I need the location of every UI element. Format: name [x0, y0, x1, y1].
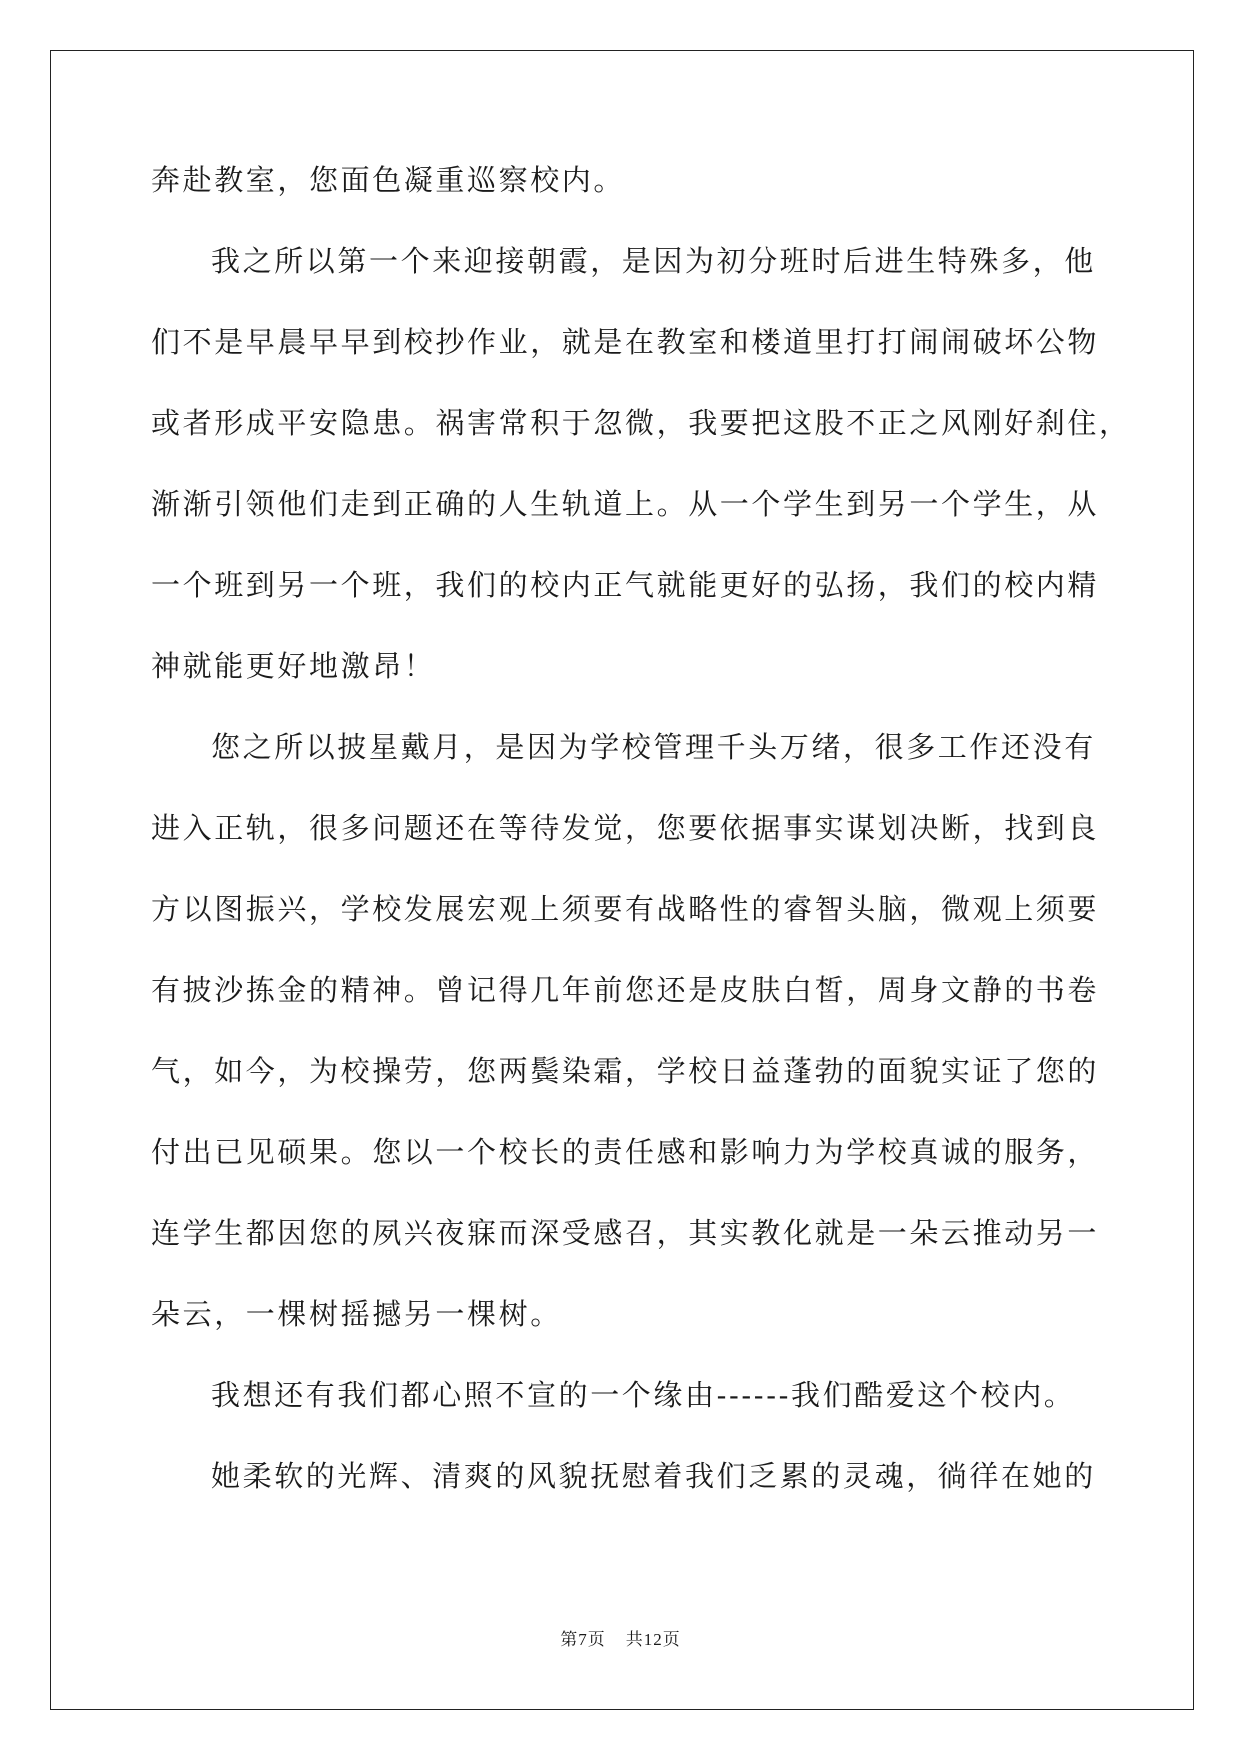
text-line: 她柔软的光辉、清爽的风貌抚慰着我们乏累的灵魂，徜徉在她的 — [211, 1459, 1096, 1493]
page-number: 第7页 — [560, 1630, 606, 1649]
text-line: 我之所以第一个来迎接朝霞，是因为初分班时后进生特殊多，他 — [211, 244, 1096, 278]
text-line: 有披沙拣金的精神。曾记得几年前您还是皮肤白皙，周身文静的书卷 — [151, 973, 1100, 1007]
text-line: 们不是早晨早早到校抄作业，就是在教室和楼道里打打闹闹破坏公物 — [151, 325, 1100, 359]
text-line: 气，如今，为校操劳，您两鬓染霜，学校日益蓬勃的面貌实证了您的 — [151, 1054, 1100, 1088]
text-line: 您之所以披星戴月，是因为学校管理千头万绪，很多工作还没有 — [211, 730, 1096, 764]
text-line: 朵云，一棵树摇撼另一棵树。 — [151, 1297, 562, 1331]
text-line: 一个班到另一个班，我们的校内正气就能更好的弘扬，我们的校内精 — [151, 568, 1100, 602]
text-line: 我想还有我们都心照不宣的一个缘由------我们酷爱这个校内。 — [211, 1378, 1076, 1412]
text-line: 连学生都因您的夙兴夜寐而深受感召，其实教化就是一朵云推动另一 — [151, 1216, 1100, 1250]
text-line: 进入正轨，很多问题还在等待发觉，您要依据事实谋划决断，找到良 — [151, 811, 1100, 845]
text-line: 神就能更好地激昂！ — [151, 649, 436, 683]
page-total: 共12页 — [625, 1630, 681, 1649]
text-line: 或者形成平安隐患。祸害常积于忽微，我要把这股不正之风刚好刹住， — [151, 406, 1131, 440]
text-line: 方以图振兴，学校发展宏观上须要有战略性的睿智头脑，微观上须要 — [151, 892, 1100, 926]
text-line: 付出已见硕果。您以一个校长的责任感和影响力为学校真诚的服务， — [151, 1135, 1100, 1169]
page-footer — [0, 1628, 1241, 1652]
text-line: 奔赴教室，您面色凝重巡察校内。 — [151, 163, 626, 197]
text-line: 渐渐引领他们走到正确的人生轨道上。从一个学生到另一个学生，从 — [151, 487, 1100, 521]
